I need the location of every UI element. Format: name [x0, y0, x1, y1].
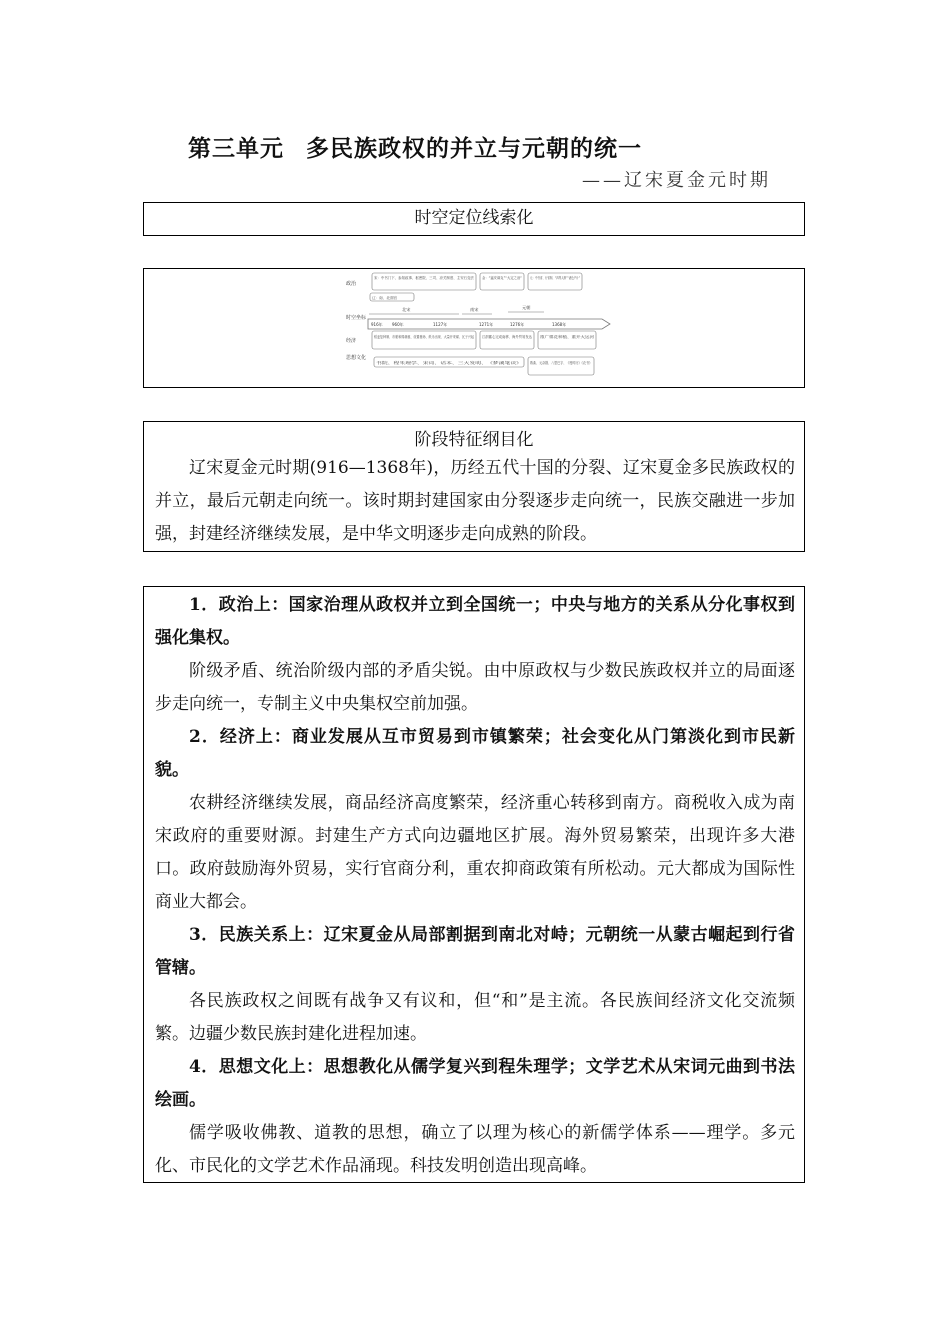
dynasty-yuan: 元朝: [522, 305, 531, 310]
unit-name: 多民族政权的并立与元朝的统一: [306, 135, 642, 162]
timeline-diagram: [144, 269, 804, 387]
culture-title: 4．思想文化上：思想教化从儒学复兴到程朱理学；文学艺术从宋词元曲到书法绘画。: [155, 1057, 795, 1110]
timeline-figure-box: [143, 268, 805, 388]
stage-features-heading: 阶段特征纲目化: [414, 430, 534, 450]
unit-title: [188, 130, 642, 163]
aspects-box: [143, 586, 805, 1183]
year-1368: 1368年: [552, 322, 567, 327]
year-1127: 1127年: [433, 322, 448, 327]
economy-title: 2．经济上：商业发展从互市贸易到市镇繁荣；社会变化从门第淡化到市民新貌。: [155, 727, 795, 780]
politics-song: 宋：中书门下、参知政事、枢密院、三司、凉关制度、主安石变法: [374, 276, 479, 280]
unit-subtitle: ——辽宋夏金元时期: [582, 170, 771, 191]
culture-body: 儒学吸收佛教、道教的思想，确立了以理为核心的新儒学体系——理学。多元化、市民化的文学艺术作品涌现。科技发明创造出现高峰。: [155, 1123, 795, 1176]
ethnic-title: 3．民族关系上：辽宋夏金从局部割据到南北对峙；元朝统一从蒙古崛起到行省管辖。: [155, 925, 795, 978]
economy-south: 江浙蓄心完成南移、海外贸易发达: [482, 335, 536, 339]
stage-features-paragraph: 辽宋夏金元时期(916—1368年)，历经五代十国的分裂、辽宋夏金多民族政权的并立，最后元朝走向统一。该时期封建国家由分裂逐步走向统一，民族交融进一步加强，封建经济继续发展，是中华文明逐步走向成熟的阶段。: [155, 458, 795, 544]
unit-number: 第三单元: [188, 135, 284, 162]
economy-yuan: 推广棉花种植、重开大运河: [540, 335, 584, 339]
culture-yuan: 散曲、元杂剧、八思巴字、《授时历》《农书》: [530, 361, 604, 365]
year-916: 916年: [371, 322, 383, 327]
politics-jin: 金：“猛安谋克”“大定之治”: [482, 276, 526, 280]
row-label-economy: 经济: [346, 338, 357, 344]
year-960: 960年: [392, 322, 404, 327]
year-1276: 1276年: [510, 322, 525, 327]
row-label-politics: 政治: [346, 281, 357, 287]
year-1271: 1271年: [479, 322, 494, 327]
ethnic-body: 各民族政权之间既有战争又有议和，但“和”是主流。各民族间经济文化交流频繁。边疆少数民族封建化进程加速。: [155, 991, 795, 1044]
dynasty-north-song: 北宋: [402, 307, 411, 312]
dynasty-south-song: 南宋: [470, 307, 479, 312]
timeline-heading: 时空定位线索化: [414, 208, 534, 228]
economy-song: 稻麦复种制、市舶和棉栽植、设置榷场、纸币出现、大量开采煤、瓦子兴起: [374, 335, 493, 339]
culture-song: 书院、程朱理学、宋词、话本、三大发明、《梦溪笔谈》: [376, 361, 466, 365]
row-label-timeline: 时空坐标: [346, 315, 367, 321]
row-label-culture: 思想文化: [346, 355, 367, 361]
politics-yuan: 元：中书省、行省制、“四等人制”“诸色户计”: [530, 276, 603, 280]
stage-features-box: [143, 421, 805, 552]
politics-body: 阶级矛盾、统治阶级内部的矛盾尖锐。由中原政权与少数民族政权并立的局面逐步走向统一，专制主义中央集权空前加强。: [155, 661, 795, 714]
politics-liao: 辽：南、北面官: [372, 296, 398, 300]
economy-body: 农耕经济继续发展，商品经济高度繁荣，经济重心转移到南方。商税收入成为南宋政府的重要财源。封建生产方式向边疆地区扩展。海外贸易繁荣，出现许多大港口。政府鼓励海外贸易，实行官商分利，重农抑商政策有所松动。元大都成为国际性商业大都会。: [155, 793, 795, 912]
politics-title: 1．政治上：国家治理从政权并立到全国统一；中央与地方的关系从分化事权到强化集权。: [155, 595, 795, 648]
timeline-heading-box: [143, 202, 805, 236]
